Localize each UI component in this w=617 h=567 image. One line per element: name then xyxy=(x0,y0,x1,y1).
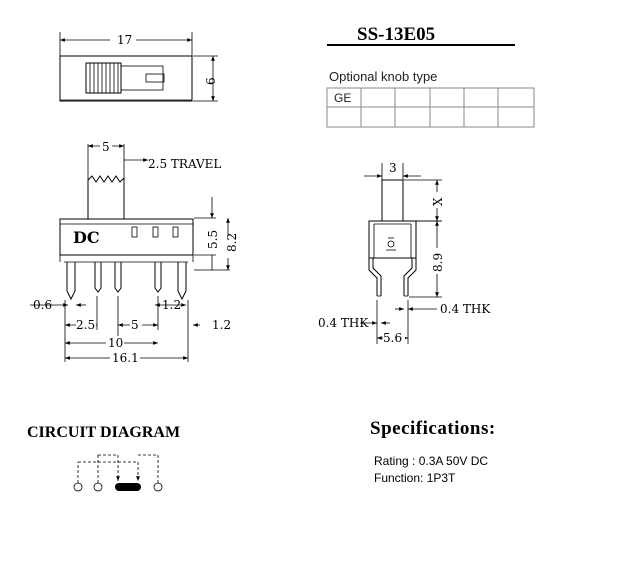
knob-type-ge: GE xyxy=(334,91,352,105)
side-height-dim: 8.9 xyxy=(431,252,445,272)
overall-16-1-dim: 16.1 xyxy=(112,351,139,365)
terminal-2 xyxy=(94,483,102,491)
height-8-2-dim: 8.2 xyxy=(225,232,239,252)
knob-width-dim: 5 xyxy=(102,140,110,154)
pin-width-dim: 0.6 xyxy=(33,298,53,312)
top-view xyxy=(60,32,218,101)
side-x-dim: X xyxy=(431,197,445,206)
span-10-dim: 10 xyxy=(108,336,124,350)
travel-dim: 2.5 TRAVEL xyxy=(148,157,222,171)
circuit-schematic xyxy=(74,455,162,491)
circuit-heading: CIRCUIT DIAGRAM xyxy=(27,424,181,441)
side-view xyxy=(318,161,491,345)
front-view xyxy=(30,139,239,365)
height-5-5-dim: 5.5 xyxy=(206,229,220,249)
thk-left-dim: 0.4 THK xyxy=(318,316,369,330)
offset-1-2-dim: 1.2 xyxy=(212,318,232,332)
terminal-1 xyxy=(74,483,82,491)
thk-right-dim: 0.4 THK xyxy=(440,302,491,316)
pitch-2-5-dim: 2.5 xyxy=(76,318,96,332)
side-top-dim: 3 xyxy=(389,161,397,175)
terminal-4 xyxy=(154,483,162,491)
knob-table xyxy=(327,88,534,127)
part-number-title: SS-13E05 xyxy=(357,24,436,45)
top-width-dim: 17 xyxy=(117,33,133,47)
knob-table-label: Optional knob type xyxy=(329,69,438,84)
specs-heading: Specifications: xyxy=(370,418,496,439)
spec-rating: Rating : 0.3A 50V DC xyxy=(374,454,489,468)
pitch-1-2-dim: 1.2 xyxy=(162,298,182,312)
pitch-5-dim: 5 xyxy=(131,318,139,332)
side-base-dim: 5.6 xyxy=(383,331,403,345)
top-height-dim: 6 xyxy=(204,77,218,85)
dc-label: DC xyxy=(73,228,100,247)
slider-contact xyxy=(115,483,141,491)
spec-function: Function: 1P3T xyxy=(374,471,456,485)
